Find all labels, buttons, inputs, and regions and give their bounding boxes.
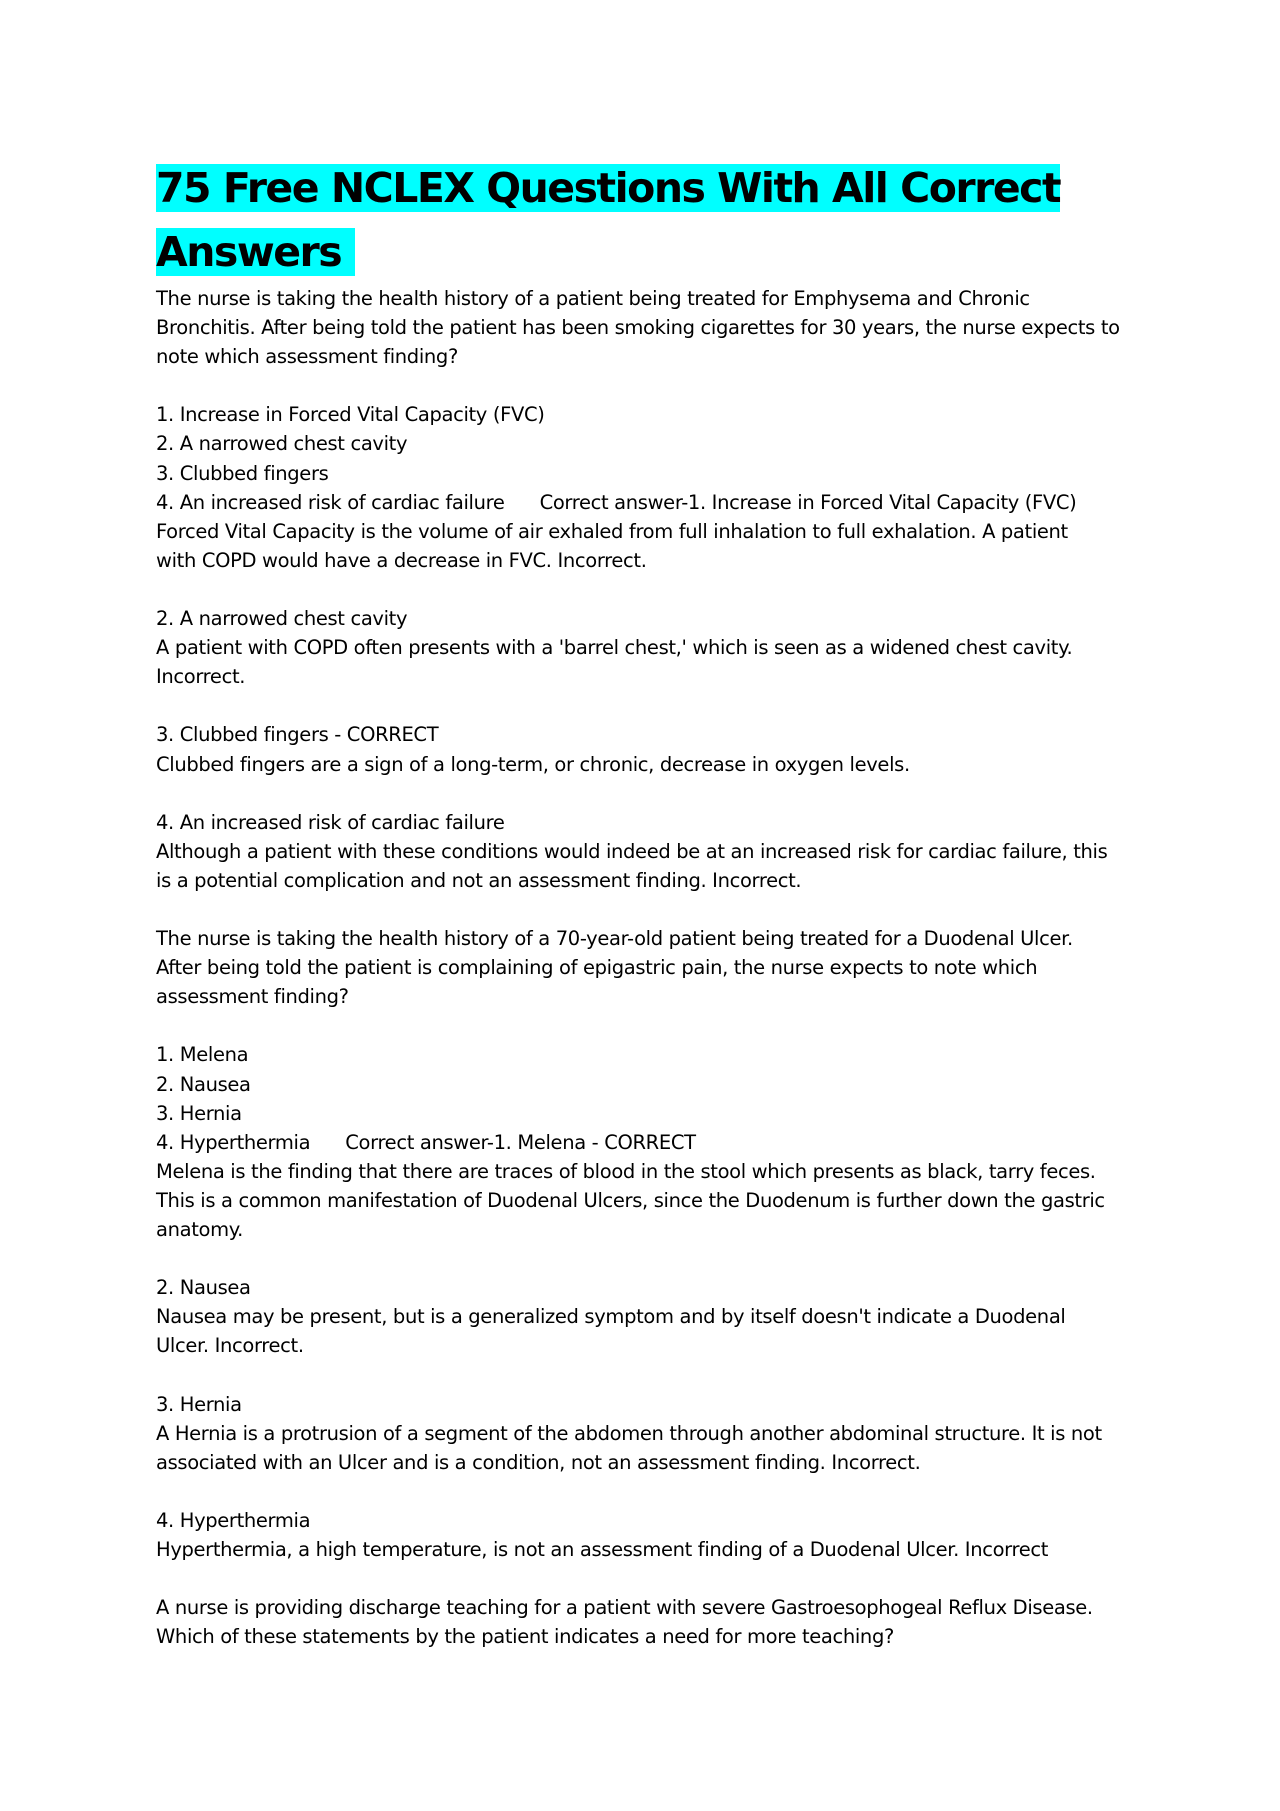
document-line: Although a patient with these conditions would indeed be at an increased risk for cardiac failure, this xyxy=(156,839,1108,863)
document-line: 2. A narrowed chest cavity xyxy=(156,432,408,456)
document-line: Clubbed fingers are a sign of a long-term, or chronic, decrease in oxygen levels. xyxy=(156,752,910,776)
document-line: 3. Hernia xyxy=(156,1101,242,1125)
document-line: 4. Hyperthermia xyxy=(156,1508,311,1532)
document-line: After being told the patient is complaining of epigastric pain, the nurse expects to note which xyxy=(156,956,1038,980)
document-line: Which of these statements by the patient indicates a need for more teaching? xyxy=(156,1625,894,1649)
document-line: Incorrect. xyxy=(156,665,246,689)
document-line: 1. Melena xyxy=(156,1043,249,1067)
document-line xyxy=(156,779,1136,808)
document-line: Forced Vital Capacity is the volume of air exhaled from full inhalation to full exhalation. A patient xyxy=(156,519,1068,543)
document-line: 4. An increased risk of cardiac failure xyxy=(156,810,505,834)
document-line xyxy=(156,575,1136,604)
document-line: 1. Increase in Forced Vital Capacity (FVC) xyxy=(156,403,545,427)
document-line: Hyperthermia, a high temperature, is not an assessment finding of a Duodenal Ulcer. Incorrect xyxy=(156,1538,1049,1562)
document-line: Nausea may be present, but is a generalized symptom and by itself doesn't indicate a Duodenal xyxy=(156,1305,1066,1329)
document-line: associated with an Ulcer and is a condition, not an assessment finding. Incorrect. xyxy=(156,1450,921,1474)
document-line: anatomy. xyxy=(156,1218,243,1241)
document-line xyxy=(156,895,1136,924)
document-line xyxy=(156,1564,1136,1593)
document-line: assessment finding? xyxy=(156,985,349,1009)
document-line: Ulcer. Incorrect. xyxy=(156,1334,304,1358)
document-line xyxy=(156,691,1136,720)
document-line xyxy=(156,1477,1136,1506)
document-line: is a potential complication and not an assessment finding. Incorrect. xyxy=(156,868,802,892)
document-title xyxy=(156,156,1136,284)
document-line: This is a common manifestation of Duodenal Ulcers, since the Duodenum is further down the gastric xyxy=(156,1188,1105,1212)
document-line: 2. A narrowed chest cavity xyxy=(156,607,408,631)
document-line: A patient with COPD often presents with a 'barrel chest,' which is seen as a widened chest cavity. xyxy=(156,636,1073,660)
document-line: 4. An increased risk of cardiac failure Correct answer-1. Increase in Forced Vital Capacity (FVC) xyxy=(156,490,1077,514)
document-line xyxy=(156,371,1136,400)
document-line: 4. Hyperthermia Correct answer-1. Melena - CORRECT xyxy=(156,1130,696,1154)
document-line: 3. Hernia xyxy=(156,1392,242,1416)
document-body xyxy=(156,284,1136,1651)
document-line: Bronchitis. After being told the patient has been smoking cigarettes for 30 years, the nurse expects to xyxy=(156,316,1120,340)
document-line: 2. Nausea xyxy=(156,1276,251,1300)
document-line: A Hernia is a protrusion of a segment of the abdomen through another abdominal structure. It is not xyxy=(156,1421,1102,1445)
document-line: note which assessment finding? xyxy=(156,345,458,369)
document-line: A nurse is providing discharge teaching for a patient with severe Gastroesophogeal Reflux Disease. xyxy=(156,1596,1093,1620)
document-line: with COPD would have a decrease in FVC. Incorrect. xyxy=(156,548,647,572)
document-line xyxy=(156,1360,1136,1389)
document-line xyxy=(156,1244,1136,1273)
document-line: The nurse is taking the health history of a patient being treated for Emphysema and Chronic xyxy=(156,287,1030,310)
document-line xyxy=(156,1011,1136,1040)
document-line: Melena is the finding that there are traces of blood in the stool which presents as black, tarry feces. xyxy=(156,1159,1096,1183)
document-page xyxy=(156,156,1136,1651)
document-line: 2. Nausea xyxy=(156,1072,251,1096)
document-line: The nurse is taking the health history of a 70-year-old patient being treated for a Duodenal Ulcer. xyxy=(156,927,1073,951)
document-line: 3. Clubbed fingers - CORRECT xyxy=(156,723,439,747)
title-highlight: 75 Free NCLEX Questions With All Correct Answers xyxy=(156,164,1061,276)
document-line: 3. Clubbed fingers xyxy=(156,461,329,485)
